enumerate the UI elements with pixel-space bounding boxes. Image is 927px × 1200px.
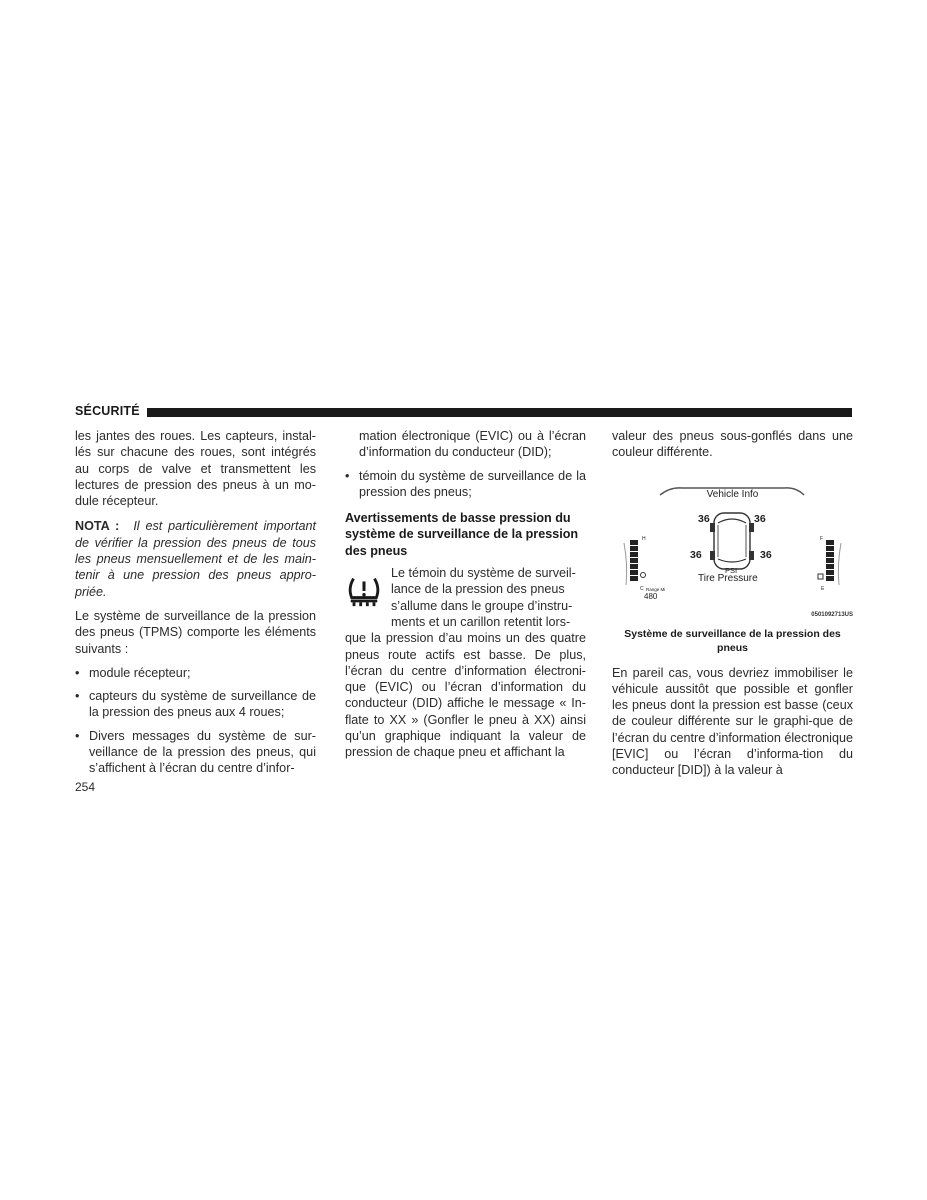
bullet-list	[345, 428, 586, 500]
paragraph: En pareil cas, vous devriez immobiliser le véhicule aussitôt que possible et gonfler les pneus dont la pression est basse (ceux de couleur différente sur le graphi-que de l’écran du centre d’information électronique [EVIC] ou l’écran d’informa-tion du conducteur [DID]) à la valeur à	[612, 665, 853, 778]
warning-line: s’allume dans le groupe d’instru-	[391, 598, 573, 613]
list-item: • Divers messages du système de sur-veillance de la pression des pneus, qui s’affichent à l’écran du centre d’infor-	[75, 728, 316, 777]
nota-paragraph	[75, 518, 316, 599]
range-label: Range Mi	[646, 586, 666, 592]
tire-value-rear-right: 36	[760, 548, 772, 561]
tire-value-front-right: 36	[754, 512, 766, 525]
bullet-list	[75, 665, 316, 777]
list-item: • capteurs du système de surveillance de la pression des pneus aux 4 roues;	[75, 688, 316, 721]
figure-code: 0501092713US	[811, 611, 853, 618]
psi-unit-label: PSI	[725, 565, 738, 575]
gauge-label: E	[821, 585, 825, 592]
section-title: SÉCURITÉ	[75, 404, 140, 418]
nota-label: NOTA :	[75, 519, 120, 534]
figure-title: Vehicle Info	[706, 488, 759, 500]
gauge-label: F	[820, 535, 824, 542]
range-value: 480	[644, 591, 658, 601]
warning-block	[345, 565, 586, 761]
paragraph: les jantes des roues. Les capteurs, instal-lés sur chacune des roues, sont intégrés au corps de valve et transmettent les lectures de pression des pneus à un mo-dule récepteur.	[75, 429, 316, 509]
section-header	[75, 404, 852, 420]
list-item: • module récepteur;	[75, 665, 316, 681]
figure-caption: Système de surveillance de la pression des pneus	[624, 627, 841, 654]
list-item: • témoin du système de surveillance de la pression des pneus;	[345, 468, 586, 501]
nota-text: Il est particulièrement important de vérifier la pression des pneus de tous les pneus mensuellement et de les main-tenir à une pression des pneus appro-priée.	[75, 519, 317, 599]
tire-pressure-label: Tire Pressure	[698, 572, 758, 584]
column-3	[612, 428, 853, 779]
page-number: 254	[75, 780, 96, 794]
tpms-warning-icon	[345, 571, 383, 609]
gauge-label: C	[640, 585, 644, 592]
warning-line: lance de la pression des pneus	[391, 582, 565, 597]
paragraph: que la pression d’au moins un des quatre pneus route actifs est basse. De plus, l’écran du centre d’information électroni-que (EVIC) ou l’écran d’information du conducteur (DID) affiche le message « In-flate to XX » (Gonfler le pneu à XX) ainsi qu’un graphique indiquant la valeur de pression de chaque pneu et affichant la	[345, 631, 586, 760]
warning-line: ments et un carillon retentit lors-	[391, 614, 571, 629]
tire-pressure-figure	[612, 485, 853, 623]
tire-value-front-left: 36	[698, 512, 710, 525]
list-item-continuation: mation électronique (EVIC) ou à l’écran d’information du conducteur (DID);	[359, 429, 586, 460]
column-2	[345, 428, 586, 761]
header-rule	[147, 408, 852, 417]
subheading: Avertissements de basse pression du système de surveillance de la pression des pneus	[345, 511, 579, 558]
gauge-label: H	[642, 535, 646, 542]
paragraph: valeur des pneus sous-gonflés dans une couleur différente.	[612, 429, 853, 460]
warning-line: Le témoin du système de surveil-	[391, 566, 576, 581]
column-1	[75, 428, 316, 784]
paragraph: Le système de surveillance de la pression des pneus (TPMS) comporte les éléments suivants :	[75, 608, 316, 656]
tire-value-rear-left: 36	[690, 548, 702, 561]
